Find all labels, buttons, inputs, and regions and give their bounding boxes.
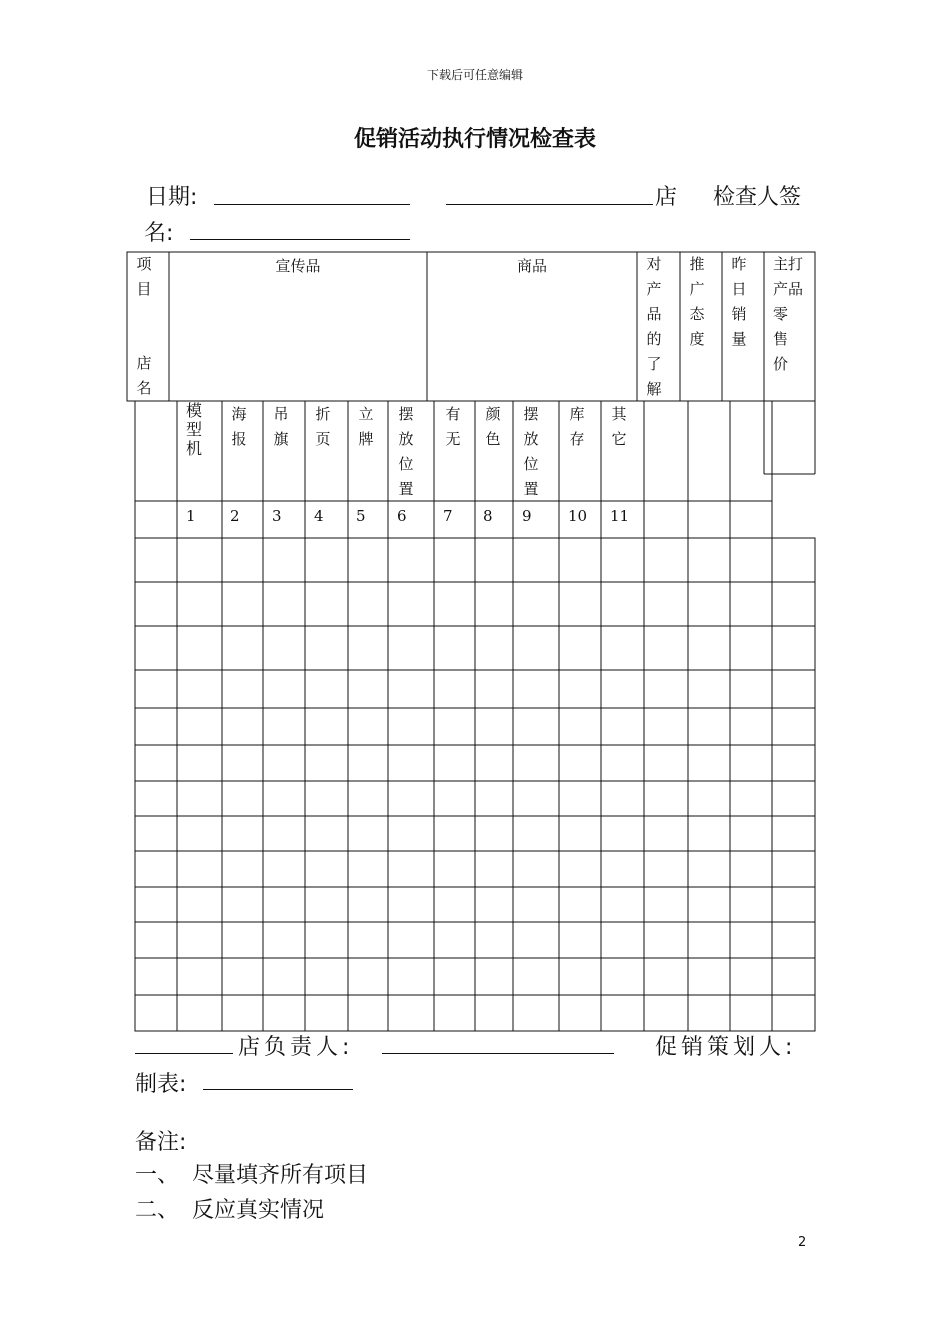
page-title: 促销活动执行情况检查表 [353,127,596,152]
note-text: 尽量填齐所有项目 [192,1163,369,1188]
sub-header-goods-placement: 摆 放 位 置 [523,405,539,498]
inspector-label: 检查人签 [713,185,802,210]
sub-header-leaflet: 折 页 [315,405,331,448]
column-number: 7 [443,507,453,525]
note-number: 二、 [135,1198,180,1223]
sub-header-availability: 有 无 [445,405,461,448]
product-knowledge-header: 对 产 品 的 了 解 [646,255,662,398]
item-header-label: 项 目 [136,255,152,298]
promo-materials-header: 宣传品 [275,257,321,275]
column-number: 10 [568,507,588,525]
sub-header-standee: 立 牌 [358,405,374,448]
column-number: 1 [186,507,196,525]
inspector-label-cont: 名: [144,221,174,246]
store-suffix-label: 店 [655,185,678,210]
sub-header-promo-placement: 摆 放 位 置 [398,405,414,498]
store-name-field[interactable] [135,1053,233,1054]
page-number: 2 [798,1235,807,1250]
header-note: 下载后可任意编辑 [426,68,523,82]
column-number: 6 [397,507,407,525]
sub-header-stock: 库 存 [569,405,585,448]
column-number: 11 [610,507,630,525]
date-label: 日期: [146,185,198,210]
store-manager-field[interactable] [382,1053,614,1054]
sub-header-poster: 海 报 [231,405,247,448]
prepared-by-label: 制表: [135,1072,187,1097]
column-number: 5 [356,507,366,525]
store-manager-label: 店负责人: [238,1035,354,1060]
goods-header: 商品 [516,257,547,275]
sub-header-model-phone: 模 型 机 [186,401,203,458]
sub-header-other: 其 它 [611,405,627,448]
note-text: 反应真实情况 [192,1198,325,1223]
notes-label: 备注: [135,1130,187,1155]
yesterday-sales-header: 昨 日 销 量 [731,255,747,348]
column-number: 3 [272,507,282,525]
column-number: 4 [314,507,324,525]
store-header-label: 店 名 [136,354,152,397]
column-number: 9 [522,507,532,525]
note-number: 一、 [135,1163,180,1188]
prepared-by-field[interactable] [203,1089,353,1090]
main-product-price-header: 主打 产品 零 售 价 [773,255,804,373]
sub-header-color: 颜 色 [485,405,501,448]
promotion-attitude-header: 推 广 态 度 [689,255,705,348]
sub-header-hanging-flag: 吊 旗 [273,405,289,448]
column-number: 8 [483,507,493,525]
promo-planner-label: 促销策划人: [655,1035,797,1060]
column-number: 2 [230,507,240,525]
